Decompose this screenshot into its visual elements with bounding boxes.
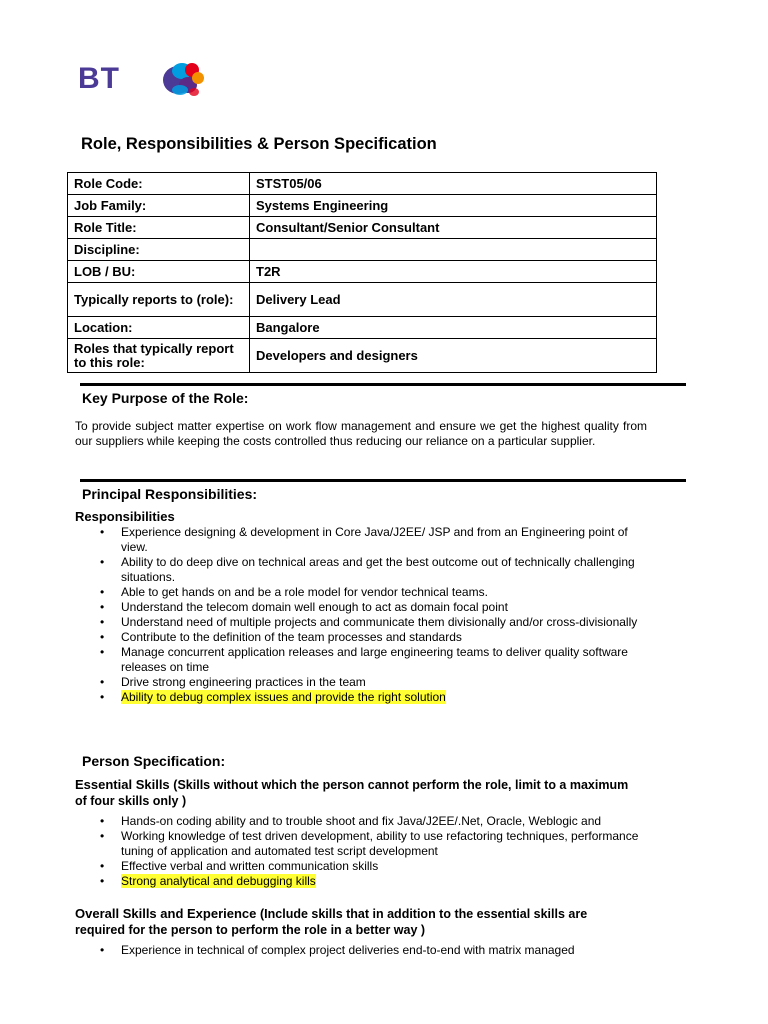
list-item: • Drive strong engineering practices in the team — [0, 675, 640, 690]
essential-skills-heading — [75, 777, 635, 809]
list-item: • Working knowledge of test driven development, ability to use refactoring techniques, performance tuning of application and automated test script development — [0, 829, 640, 859]
row-value: Delivery Lead — [250, 283, 657, 317]
page-title: Role, Responsibilities & Person Specification — [81, 135, 437, 153]
highlighted-text: Ability to debug complex issues and provide the right solution — [121, 690, 446, 704]
list-item — [0, 874, 640, 889]
row-value: T2R — [250, 261, 657, 283]
row-label: Roles that typically report to this role: — [68, 339, 250, 373]
list-item: • Understand the telecom domain well enough to act as domain focal point — [0, 600, 640, 615]
list-item: • Effective verbal and written communication skills — [0, 859, 640, 874]
list-item: • Hands-on coding ability and to trouble shoot and fix Java/J2EE/.Net, Oracle, Weblogic and — [0, 814, 640, 829]
row-value: Systems Engineering — [250, 195, 657, 217]
row-value — [250, 239, 657, 261]
principal-responsibilities-heading: Principal Responsibilities: — [82, 486, 258, 502]
bt-piper-globe-icon — [158, 58, 214, 102]
key-purpose-heading: Key Purpose of the Role: — [82, 390, 249, 406]
table-row — [68, 239, 657, 261]
role-info-table — [67, 172, 657, 373]
row-label: Typically reports to (role): — [68, 283, 250, 317]
list-item: • Experience designing & development in Core Java/J2EE/ JSP and from an Engineering point of view. — [0, 525, 640, 555]
row-label: Discipline: — [68, 239, 250, 261]
list-item: • Experience in technical of complex project deliveries end-to-end with matrix managed — [0, 943, 640, 958]
row-label: Job Family: — [68, 195, 250, 217]
bt-logo — [78, 58, 218, 102]
row-value: Bangalore — [250, 317, 657, 339]
highlighted-text: Strong analytical and debugging kills — [121, 874, 316, 888]
row-label: Role Title: — [68, 217, 250, 239]
overall-skills-heading — [75, 906, 635, 938]
table-row — [68, 283, 657, 317]
table-row — [68, 195, 657, 217]
essential-skills-list — [0, 814, 640, 889]
row-label: LOB / BU: — [68, 261, 250, 283]
list-item: • Able to get hands on and be a role model for vendor technical teams. — [0, 585, 640, 600]
person-specification-heading: Person Specification: — [82, 753, 226, 769]
section-divider — [80, 383, 686, 386]
responsibilities-subheading: Responsibilities — [75, 509, 175, 524]
table-row — [68, 173, 657, 195]
list-item: • Manage concurrent application releases and large engineering teams to deliver quality software releases on time — [0, 645, 640, 675]
essential-skills-title: Essential Skills — [75, 777, 170, 792]
key-purpose-text: To provide subject matter expertise on work flow management and ensure we get the highest quality from our suppliers while keeping the costs controlled thus reducing our reliance on a particular supplier. — [75, 419, 647, 448]
overall-skills-list — [0, 943, 640, 958]
table-row — [68, 317, 657, 339]
responsibilities-list — [0, 525, 640, 705]
list-item: • Understand need of multiple projects and communicate them divisionally and/or cross-divisionally — [0, 615, 640, 630]
overall-skills-title: Overall Skills and Experience — [75, 906, 257, 921]
overall-skills-note: (Include skills that in addition to the essential skills are required for the person to perform the role in a better way ) — [75, 907, 588, 937]
section-divider — [80, 479, 686, 482]
table-row — [68, 339, 657, 373]
row-label: Location: — [68, 317, 250, 339]
essential-skills-note: (Skills without which the person cannot perform the role, limit to a maximum of four skills only ) — [75, 778, 629, 808]
row-value: Developers and designers — [250, 339, 657, 373]
row-label: Role Code: — [68, 173, 250, 195]
row-value: Consultant/Senior Consultant — [250, 217, 657, 239]
row-value: STST05/06 — [250, 173, 657, 195]
table-row — [68, 217, 657, 239]
logo-text: BT — [78, 62, 120, 95]
list-item: • Ability to do deep dive on technical areas and get the best outcome out of technically challenging situations. — [0, 555, 640, 585]
list-item — [0, 690, 640, 705]
list-item: • Contribute to the definition of the team processes and standards — [0, 630, 640, 645]
table-row — [68, 261, 657, 283]
